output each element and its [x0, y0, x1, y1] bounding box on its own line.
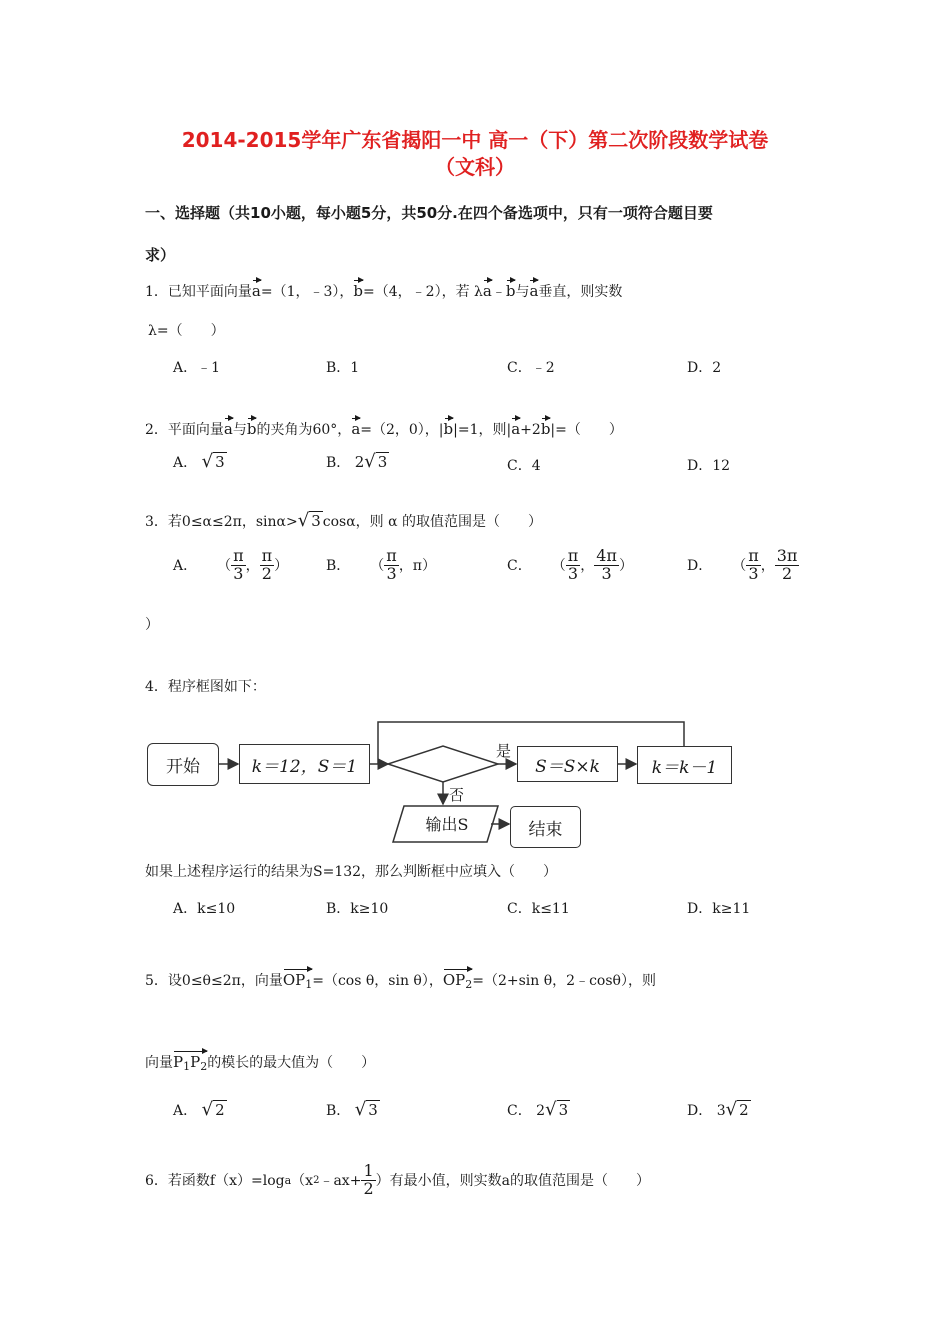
decision-diamond	[388, 746, 498, 782]
vector-a: a	[511, 417, 520, 438]
subscript: 2	[465, 978, 473, 991]
vector-op1	[283, 968, 312, 991]
sqrt-expression: √ 3	[545, 1099, 569, 1120]
flow-no-label: 否	[449, 786, 465, 804]
radicand: 3	[368, 1101, 378, 1119]
flow-decrement: k＝k－1	[637, 746, 732, 784]
q6-text: ）有最小值，则实数a的取值范围是（ ）	[375, 1173, 650, 1190]
q5-text: 设0≤θ≤2π，向量	[167, 973, 283, 989]
vector-op2	[443, 968, 472, 991]
coefficient: 3	[716, 1103, 726, 1119]
flow-multiply: S＝S×k	[517, 746, 618, 782]
q2-option-d: D．12	[687, 458, 731, 474]
q3-number: 3．	[145, 514, 168, 530]
question-4-text: 如果上述程序运行的结果为S=132，那么判断框中应填入（ ）	[145, 864, 558, 880]
q2-text: |=（ ）	[550, 422, 623, 438]
numerator: π	[386, 546, 397, 565]
vector-a: a	[351, 417, 360, 438]
q2-text: 的夹角为60°，	[256, 422, 352, 438]
interval-end: ，π）	[398, 558, 437, 575]
q5-option-c	[507, 1099, 570, 1120]
vector-b: b	[541, 417, 551, 438]
sqrt-expression: √ 3	[364, 451, 388, 472]
q4-text: 程序框图如下：	[167, 679, 266, 695]
q1-text: 已知平面向量	[167, 284, 252, 300]
option-label: A．	[173, 1103, 198, 1119]
paren: （	[551, 558, 566, 575]
vector-a: a	[252, 279, 261, 300]
paren: ）	[274, 558, 289, 575]
question-5-cont	[145, 1050, 375, 1073]
vector-letters: OP	[442, 971, 466, 989]
q5-text: =（2+sin θ，2﹣cosθ），则	[472, 973, 656, 989]
vector-a: a	[224, 417, 233, 438]
numerator: π	[233, 546, 244, 565]
q5-option-d	[687, 1099, 751, 1120]
denominator: 2	[363, 1178, 374, 1198]
q5-option-b	[326, 1099, 380, 1120]
q1-text: 垂直，则实数	[538, 284, 623, 300]
flow-yes-label: 是	[496, 742, 512, 760]
paren: （	[732, 558, 747, 575]
radicand: 3	[558, 1101, 569, 1119]
option-label: A．	[173, 455, 198, 471]
q4-number: 4．	[145, 679, 168, 695]
q5-text: 的模长的最大值为（ ）	[207, 1055, 376, 1071]
q5-number: 5．	[145, 973, 168, 989]
q1-option-b: B．1	[326, 360, 360, 376]
vector-letter: P	[173, 1053, 184, 1071]
radicand: 3	[215, 453, 225, 471]
denominator: 3	[386, 563, 397, 583]
numerator: 1	[363, 1161, 374, 1180]
vector-letters: OP	[282, 971, 306, 989]
q1-text: =（4，﹣2），若 λ	[363, 284, 483, 300]
q2-number: 2．	[145, 422, 168, 438]
log-base: a	[284, 1173, 292, 1187]
section-heading-cont: 求）	[145, 246, 176, 264]
q2-text: 与	[232, 422, 247, 438]
flow-start: 开始	[147, 743, 219, 786]
denominator: 3	[601, 563, 612, 583]
question-5	[145, 968, 656, 991]
denominator: 3	[567, 563, 579, 583]
option-label: C．	[507, 1103, 532, 1119]
radicand: 3	[377, 453, 388, 471]
vector-a: a	[529, 279, 538, 300]
q3-option-d-close: ）	[145, 617, 159, 633]
vector-b: b	[444, 417, 454, 438]
denominator: 3	[233, 563, 244, 583]
q5-text: =（cos θ，sin θ），	[312, 973, 443, 989]
numerator: π	[567, 546, 579, 565]
numerator: π	[261, 546, 273, 565]
radicand: 2	[215, 1101, 225, 1119]
numerator: π	[748, 546, 759, 565]
option-label: D．	[687, 1103, 713, 1119]
vector-b: b	[353, 279, 363, 300]
q3-text: cosα，则 α 的取值范围是（ ）	[322, 514, 543, 530]
sqrt-expression: √ 3	[201, 451, 225, 472]
vector-b: b	[506, 279, 516, 300]
radicand: 2	[739, 1101, 749, 1119]
q1-option-d: D．2	[687, 360, 722, 376]
option-label: C．	[507, 558, 532, 575]
option-label: D．	[687, 558, 713, 575]
comma: ，	[245, 558, 260, 575]
flow-end: 结束	[510, 806, 581, 848]
q3-text: 若0≤α≤2π，sinα>	[167, 514, 298, 530]
coefficient: 2	[536, 1103, 546, 1119]
exponent: 2	[313, 1174, 320, 1186]
denominator: 2	[782, 563, 793, 583]
sqrt-expression: √ 2	[201, 1099, 225, 1120]
vector-a: a	[483, 279, 492, 300]
q2-text: +2	[520, 422, 541, 438]
q1-text: =（1，﹣3），	[260, 284, 354, 300]
q1-text: 与	[515, 284, 530, 300]
option-label: B．	[326, 455, 351, 471]
q2-text: 平面向量	[167, 422, 224, 438]
q5-text: 向量	[145, 1055, 173, 1071]
numerator: 3π	[776, 546, 798, 565]
option-label: B．	[326, 1103, 351, 1119]
q4-option-b: B．k≥10	[326, 901, 389, 917]
q1-text: ﹣	[491, 284, 506, 300]
option-label: B．	[326, 558, 351, 575]
sqrt-expression: √ 3	[354, 1099, 378, 1120]
sqrt-expression: √ 2	[725, 1099, 749, 1120]
radicand: 3	[311, 512, 321, 530]
vector-letter: P	[190, 1053, 201, 1071]
fraction-half	[361, 1163, 375, 1198]
numerator: 4π	[596, 546, 617, 565]
q6-text: ﹣ax+	[319, 1173, 362, 1190]
flow-init: k＝12，S＝1	[239, 744, 370, 784]
q1-option-c: C．﹣2	[507, 360, 555, 376]
q5-option-a	[173, 1099, 227, 1120]
q4-option-d: D．k≥11	[687, 901, 751, 917]
vector-p1p2	[173, 1050, 207, 1073]
paren: ）	[618, 558, 633, 575]
flow-output-label: 输出S	[425, 815, 469, 834]
denominator: 3	[748, 563, 759, 583]
q2-text: =（2，0），|	[360, 422, 444, 438]
denominator: 2	[261, 563, 272, 583]
q1-number: 1．	[145, 284, 168, 300]
q1-option-a: A．﹣1	[173, 360, 221, 376]
paper-title: 2014-2015学年广东省揭阳一中 高一（下）第二次阶段数学试卷	[181, 128, 769, 152]
q2-text: |=1，则|	[453, 422, 512, 438]
q6-number: 6．	[145, 1173, 168, 1190]
section-heading: 一、选择题（共10小题，每小题5分，共50分.在四个备选项中，只有一项符合题目要	[145, 204, 713, 222]
paper-subtitle: （文科）	[435, 155, 515, 179]
sqrt-expression: √ 3	[297, 510, 321, 531]
option-label: A．	[173, 558, 198, 575]
vector-b: b	[247, 417, 257, 438]
q6-text: （x	[291, 1173, 314, 1190]
paren: （	[370, 558, 385, 575]
question-1-cont: λ=（ ）	[148, 323, 225, 339]
subscript: 1	[305, 978, 313, 991]
subscript: 2	[200, 1060, 208, 1073]
q4-option-c: C．k≤11	[507, 901, 570, 917]
comma: ，	[580, 558, 595, 575]
comma: ，	[760, 558, 775, 575]
coefficient: 2	[354, 453, 365, 471]
q4-option-a: A．k≤10	[173, 901, 236, 917]
subscript: 1	[183, 1060, 191, 1073]
q6-text: 若函数f（x）=log	[167, 1173, 285, 1190]
paren: （	[217, 558, 232, 575]
question-6	[145, 1163, 650, 1198]
q2-option-c: C．4	[507, 458, 541, 474]
